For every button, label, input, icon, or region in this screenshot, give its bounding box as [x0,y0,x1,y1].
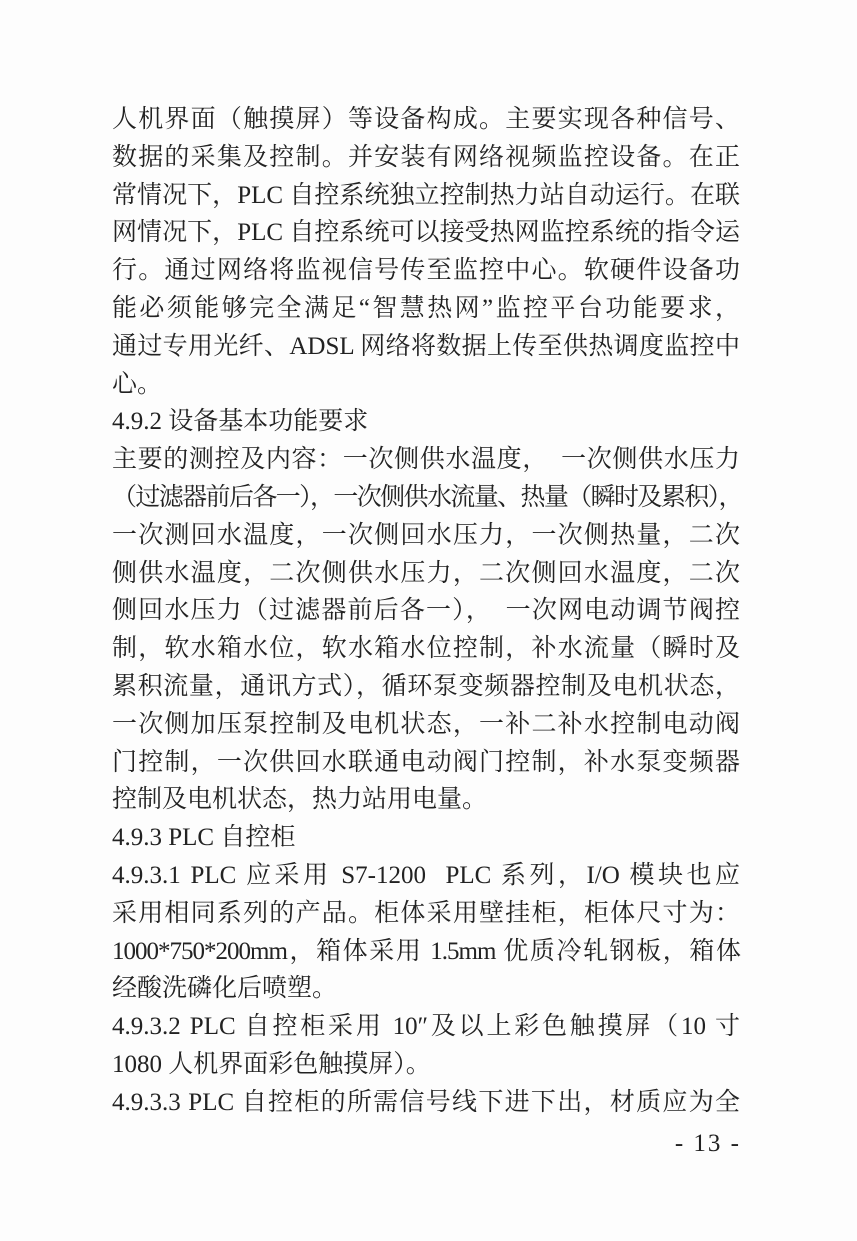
text-line: 采用相同系列的产品。柜体采用壁挂柜，柜体尺寸为： [112,899,740,927]
text-line: 控制及电机状态，热力站用电量。 [112,786,488,814]
text-line: 一次测回水温度，一次侧回水压力，一次侧热量，二次 [112,521,740,549]
text-block [112,101,740,1122]
text-line: 人机界面（触摸屏）等设备构成。主要实现各种信号、 [112,106,740,133]
text-line: 4.9.3.2 PLC 自控柜采用 10″及以上彩色触摸屏（10 寸 [112,1013,740,1041]
text-line: 侧供水温度，二次侧供水压力，二次侧回水温度，二次 [112,559,740,587]
text-line: 通过专用光纤、ADSL 网络将数据上传至供热调度监控中 [112,332,740,360]
text-line: （过滤器前后各一），一次侧供水流量、热量（瞬时及累积）， [112,483,740,511]
text-line: 4.9.3.3 PLC 自控柜的所需信号线下进下出，材质应为全 [112,1088,740,1116]
text-line: 制，软水箱水位，软水箱水位控制，补水流量（瞬时及 [112,635,740,663]
text-line: 经酸洗磷化后喷塑。 [112,975,338,1003]
text-line: 一次侧加压泵控制及电机状态，一补二补水控制电动阀 [112,710,740,738]
page-number: - 13 - [674,1130,741,1157]
text-line: 常情况下，PLC 自控系统独立控制热力站自动运行。在联 [112,181,740,209]
text-line: 心。 [112,370,163,398]
text-line: 数据的采集及控制。并安装有网络视频监控设备。在正 [112,143,740,171]
section-heading-4-9-3: 4.9.3 PLC 自控柜 [112,824,296,852]
text-line: 主要的测控及内容：一次侧供水温度， 一次侧供水压力 [112,446,740,474]
section-heading-4-9-2: 4.9.2 设备基本功能要求 [112,408,369,436]
text-line: 侧回水压力（过滤器前后各一）， 一次网电动调节阀控 [112,597,740,625]
text-line: 网情况下，PLC 自控系统可以接受热网监控系统的指令运 [112,219,740,247]
text-line: 1000*750*200mm，箱体采用 1.5mm 优质冷轧钢板，箱体 [112,937,740,965]
text-line: 4.9.3.1 PLC 应采用 S7-1200 PLC 系列，I/O 模块也应 [112,861,740,889]
text-line: 能必须能够完全满足“智慧热网”监控平台功能要求， [112,294,740,322]
text-line: 1080 人机界面彩色触摸屏）。 [112,1050,431,1078]
text-line: 行。通过网络将监视信号传至监控中心。软硬件设备功 [112,257,740,285]
text-line: 门控制，一次供回水联通电动阀门控制，补水泵变频器 [112,748,740,776]
text-line: 累积流量，通讯方式），循环泵变频器控制及电机状态， [112,672,740,700]
